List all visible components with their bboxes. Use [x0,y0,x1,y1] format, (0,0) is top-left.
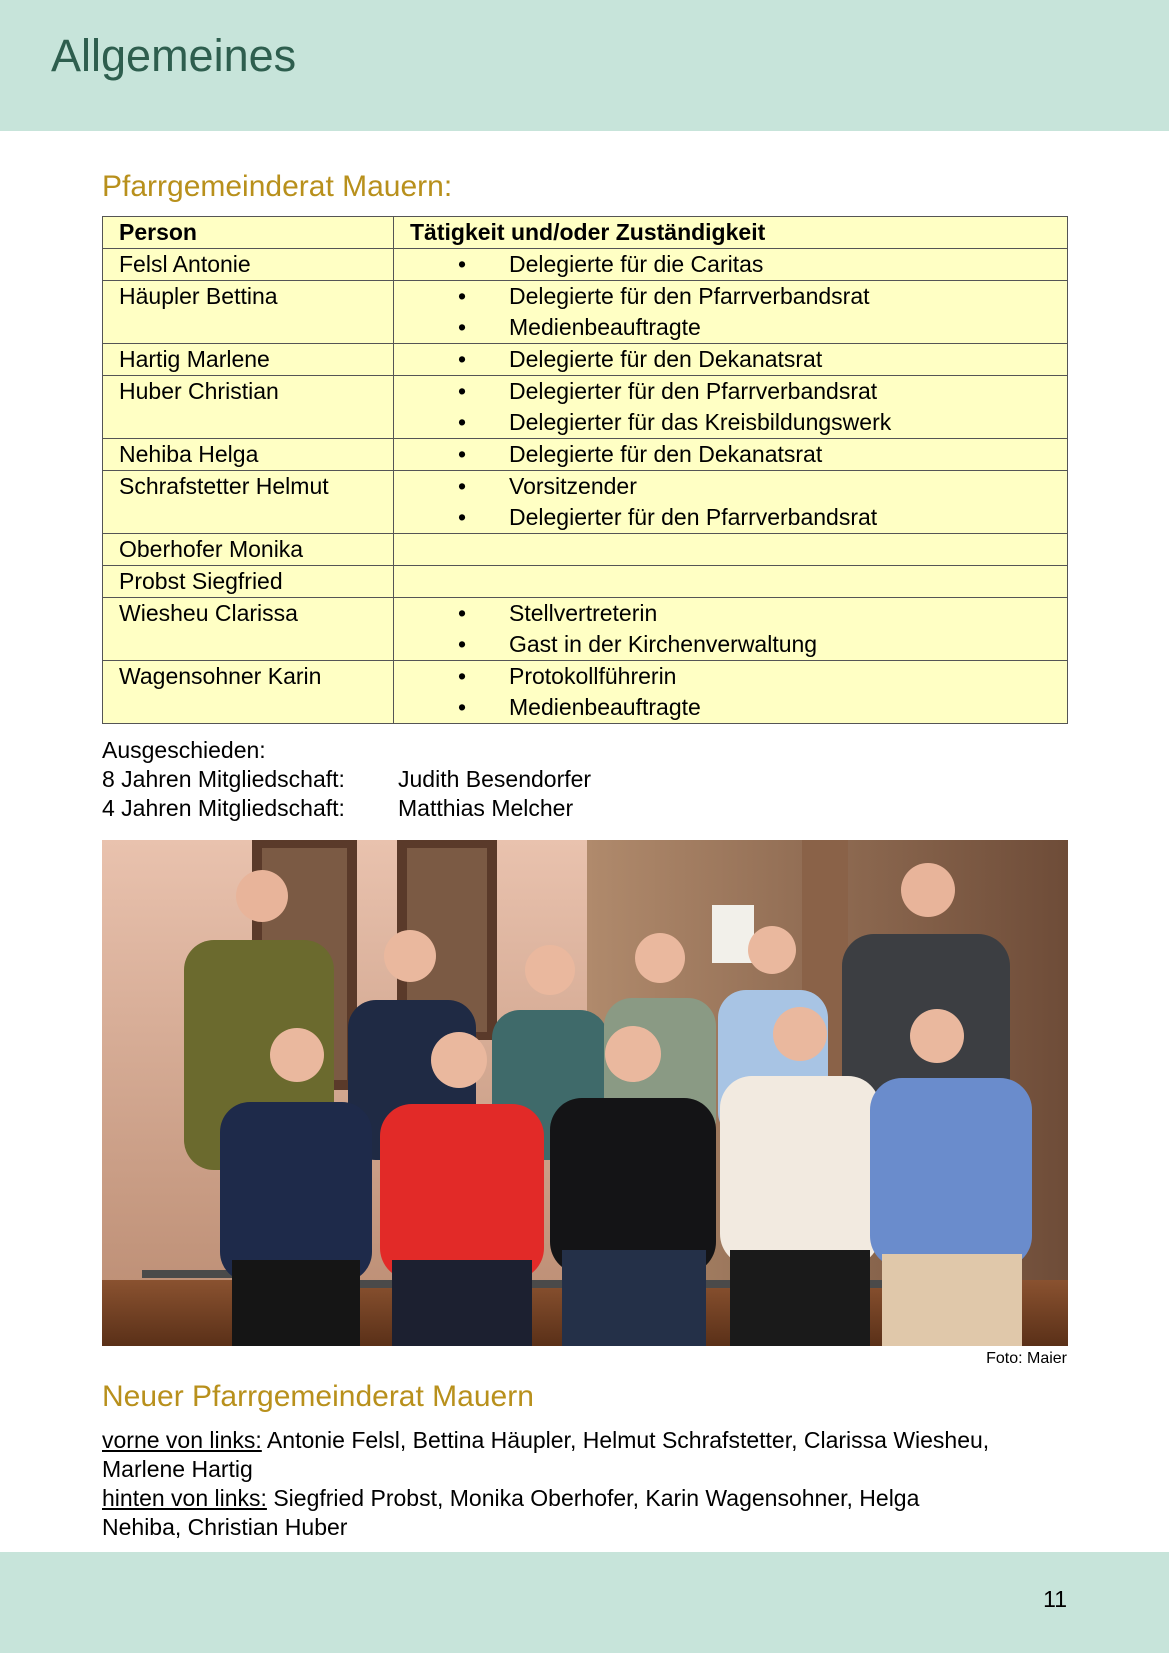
council-heading: Pfarrgemeinderat Mauern: [102,170,453,203]
member-duties [394,376,1068,439]
table-row [103,376,1068,439]
member-name: Felsl Antonie [103,249,394,281]
duty-item: • Protokollführerin [394,661,1067,692]
duty-list [394,598,1067,660]
photo-caption [102,1426,1002,1542]
photo-credit: Foto: Maier [986,1350,1067,1367]
group-photo [102,840,1068,1346]
duty-item: • Delegierte für den Pfarrverbandsrat [394,281,1067,312]
member-name: Oberhofer Monika [103,534,394,566]
caption-front-names: Antonie Felsl, Bettina Häupler, Helmut Schrafstetter, Clarissa Wiesheu, Marlene Hartig [102,1427,990,1482]
duty-item: • Delegierter für den Pfarrverbandsrat [394,502,1067,533]
duty-item: • Delegierter für den Pfarrverbandsrat [394,376,1067,407]
duty-item: • Stellvertreterin [394,598,1067,629]
header-band [0,0,1169,131]
page-number: 11 [1043,1586,1067,1612]
column-header-person: Person [103,217,394,249]
duty-list [394,376,1067,438]
section-title: Allgemeines [51,30,297,81]
table-row [103,566,1068,598]
duty-item: • Delegierter für das Kreisbildungswerk [394,407,1067,438]
member-name: Schrafstetter Helmut [103,471,394,534]
duty-item: • Delegierte für die Caritas [394,249,1067,280]
departed-row [102,765,591,794]
departed-name: Matthias Melcher [398,795,574,821]
member-name: Häupler Bettina [103,281,394,344]
member-name: Probst Siegfried [103,566,394,598]
table-header-row [103,217,1068,249]
duty-item: • Gast in der Kirchenverwaltung [394,629,1067,660]
departed-row [102,794,591,823]
council-table [102,216,1068,724]
table-row [103,471,1068,534]
duty-list [394,661,1067,723]
table-row [103,344,1068,376]
duty-list [394,344,1067,375]
duty-list [394,471,1067,533]
table-row [103,249,1068,281]
duty-item: • Medienbeauftragte [394,692,1067,723]
member-name: Nehiba Helga [103,439,394,471]
member-duties [394,661,1068,724]
member-duties [394,534,1068,566]
caption-heading: Neuer Pfarrgemeinderat Mauern [102,1380,534,1413]
duty-item: • Delegierte für den Dekanatsrat [394,344,1067,375]
caption-front-label: vorne von links: [102,1427,262,1453]
table-row [103,661,1068,724]
member-duties [394,249,1068,281]
member-name: Hartig Marlene [103,344,394,376]
member-name: Wagensohner Karin [103,661,394,724]
member-duties [394,281,1068,344]
duty-item: • Delegierte für den Dekanatsrat [394,439,1067,470]
council-table-body [103,249,1068,724]
departed-label: Ausgeschieden: [102,737,266,763]
departed-term: 8 Jahren Mitgliedschaft: [102,766,345,792]
departed-name: Judith Besendorfer [398,766,592,792]
duty-item: • Medienbeauftragte [394,312,1067,343]
departed-term: 4 Jahren Mitgliedschaft: [102,795,345,821]
member-name: Wiesheu Clarissa [103,598,394,661]
departed-block [102,736,591,823]
duty-list [394,281,1067,343]
table-row [103,598,1068,661]
member-duties [394,598,1068,661]
member-name: Huber Christian [103,376,394,439]
caption-back-names: Siegfried Probst, Monika Oberhofer, Karin Wagensohner, Helga Nehiba, Christian Huber [102,1485,920,1540]
member-duties [394,439,1068,471]
caption-back-label: hinten von links: [102,1485,267,1511]
footer-band [0,1552,1169,1653]
table-row [103,281,1068,344]
table-row [103,534,1068,566]
duty-list [394,249,1067,280]
member-duties [394,471,1068,534]
member-duties [394,344,1068,376]
duty-list [394,439,1067,470]
column-header-duties: Tätigkeit und/oder Zuständigkeit [394,217,1068,249]
duty-item: • Vorsitzender [394,471,1067,502]
table-row [103,439,1068,471]
member-duties [394,566,1068,598]
